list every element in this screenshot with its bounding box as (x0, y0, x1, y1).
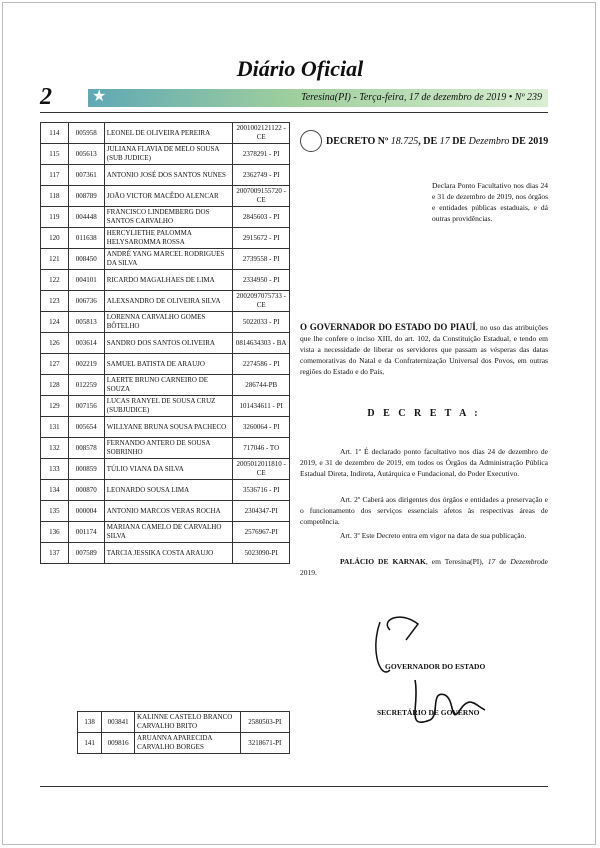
top-divider (40, 112, 548, 113)
governor-label: GOVERNADOR DO ESTADO (385, 662, 486, 671)
table-row (41, 501, 290, 522)
edition-line: Teresina(PI) - Terça-feira, 17 de dezembro de 2019 • Nº 239 (301, 92, 542, 103)
row-name: FERNANDO ANTERO DE SOUSA SOBRINHO (104, 438, 233, 459)
row-registration: 008789 (68, 186, 104, 207)
row-order: 121 (41, 249, 69, 270)
decree-month: Dezembro (468, 135, 510, 147)
row-name: ANDRÉ YANG MARCEL RODRIGUES DA SILVA (104, 249, 233, 270)
table-row (41, 417, 290, 438)
row-document: 5023090-PI (233, 543, 290, 564)
row-name: LUCAS RANYEL DE SOUSA CRUZ (SUBJUDICE) (104, 396, 233, 417)
article-1 (300, 446, 548, 479)
handwritten-signatures (360, 610, 530, 740)
decree-summary: Declara Ponto Facultativo nos dias 24 e 31 de dezembro de 2019, nos órgãos e entidades públicas estaduais, e dá outras providências. (432, 181, 548, 223)
sign-month: Dezembro (510, 557, 541, 566)
decree-day: 17 (439, 135, 450, 147)
row-name: HERCYLIETHE PALOMMA HELYSAROMMA ROSSA (104, 228, 233, 249)
table-row (78, 733, 290, 754)
article-3 (300, 530, 548, 541)
table-row (41, 291, 290, 312)
table-row (41, 312, 290, 333)
decree-prefix: DECRETO Nº (326, 135, 389, 147)
article-2-text: Art. 2º Caberá aos dirigentes dos órgãos e entidades a preservação e o funcionamento dos serviços essenciais afetos às respectivas áreas de competência. (300, 495, 548, 526)
row-order: 134 (41, 480, 69, 501)
row-registration: 008450 (68, 249, 104, 270)
row-name: RICARDO MAGALHAES DE LIMA (104, 270, 233, 291)
decree-heading (300, 130, 560, 152)
row-registration: 005613 (68, 144, 104, 165)
table-row (41, 522, 290, 543)
masthead-title: Diário Oficial (236, 56, 364, 81)
table-row (78, 712, 290, 733)
row-document: 0814634303 - BA (233, 333, 290, 354)
row-order: 124 (41, 312, 69, 333)
row-name: MARIANA CAMELO DE CARVALHO SILVA (104, 522, 233, 543)
row-document: 5022033 - PI (233, 312, 290, 333)
row-registration: 003614 (68, 333, 104, 354)
table-row (41, 438, 290, 459)
decree-de: DE (452, 135, 467, 147)
table-row (41, 249, 290, 270)
table-row (41, 543, 290, 564)
row-name: FRANCISCO LINDEMBERG DOS SANTOS CARVALHO (104, 207, 233, 228)
table-row (41, 354, 290, 375)
row-registration: 007589 (68, 543, 104, 564)
table-row (41, 459, 290, 480)
row-order: 115 (41, 144, 69, 165)
row-registration: 001174 (68, 522, 104, 543)
row-name: SANDRO DOS SANTOS OLIVEIRA (104, 333, 233, 354)
row-order: 123 (41, 291, 69, 312)
sign-year: de 2019. (300, 557, 548, 577)
decree-year: DE 2019 (511, 135, 549, 147)
row-order: 132 (41, 438, 69, 459)
row-document: 2378291 - PI (233, 144, 290, 165)
decree-number: 18.725 (390, 135, 419, 147)
table-row (41, 333, 290, 354)
row-registration: 007156 (68, 396, 104, 417)
row-order: 128 (41, 375, 69, 396)
row-document: 2334950 - PI (233, 270, 290, 291)
row-registration: 000859 (68, 459, 104, 480)
page-number: 2 (40, 84, 52, 110)
palace-name: PALÁCIO DE KARNAK (340, 557, 426, 566)
place-date-line (300, 556, 548, 578)
row-name: LAERTE BRUNO CARNEIRO DE SOUZA (104, 375, 233, 396)
sign-day: 17 (487, 557, 496, 566)
row-name: JOÃO VICTOR MACÊDO ALENCAR (104, 186, 233, 207)
signature-place-date (300, 556, 548, 578)
row-registration: 003841 (102, 712, 135, 733)
row-name: TÚLIO VIANA DA SILVA (104, 459, 233, 480)
candidates-table (40, 122, 290, 564)
article-1-text: Art. 1º É declarado ponto facultativo nos dias 24 de dezembro de 2019, e 31 de dezembro de 2019, em todos os Órgãos da Administração Pública Estadual Direta, Indireta, Autárquica e Fundacional, do Poder Executivo. (300, 447, 548, 478)
row-order: 117 (41, 165, 69, 186)
row-document: 3218671-PI (240, 733, 289, 754)
row-registration: 000870 (68, 480, 104, 501)
place-date-text: , em Teresina(PI), (425, 557, 488, 566)
row-order: 118 (41, 186, 69, 207)
row-name: JULIANA FLAVIA DE MELO SOUSA (SUB JUDICE) (104, 144, 233, 165)
preamble-text: , no uso das atribuições que lhe confere o inciso XIII, do art. 102, da Constituição Estadual, e tendo em vista a necessidade de liberar os servidores que passam as vésperas das datas comemorativas do Natal e da Confraternização Universal dos Povos, em outras regiões do Estado e do País, (300, 323, 548, 376)
bottom-divider (40, 786, 548, 787)
table-row (41, 375, 290, 396)
row-document: 3260064 - PI (233, 417, 290, 438)
row-name: LEONARDO SOUSA LIMA (104, 480, 233, 501)
row-document: 2304347-PI (233, 501, 290, 522)
star-icon: ★ (92, 88, 107, 105)
row-name: LEONEL DE OLIVEIRA PEREIRA (104, 123, 233, 144)
decreta-heading: D E C R E T A : (367, 408, 481, 419)
row-name: WILLYANE BRUNA SOUSA PACHECO (104, 417, 233, 438)
table-row (41, 480, 290, 501)
row-document: 2005012011810 - CE (233, 459, 290, 480)
governor-intro: O GOVERNADOR DO ESTADO DO PIAUÍ (300, 322, 476, 332)
row-registration: 012259 (68, 375, 104, 396)
row-document: 2739558 - PI (233, 249, 290, 270)
row-document: 101434611 - PI (233, 396, 290, 417)
row-order: 138 (78, 712, 102, 733)
row-registration: 005958 (68, 123, 104, 144)
row-registration: 000004 (68, 501, 104, 522)
row-name: ALEXSANDRO DE OLIVEIRA SILVA (104, 291, 233, 312)
row-order: 131 (41, 417, 69, 438)
row-document: 3536716 - PI (233, 480, 290, 501)
row-order: 136 (41, 522, 69, 543)
row-name: ANTONIO JOSÉ DOS SANTOS NUNES (104, 165, 233, 186)
row-name: TARCIA JESSIKA COSTA ARAUJO (104, 543, 233, 564)
row-document: 2845603 - PI (233, 207, 290, 228)
table-row (41, 270, 290, 291)
row-order: 119 (41, 207, 69, 228)
row-registration: 006736 (68, 291, 104, 312)
table-row (41, 186, 290, 207)
row-order: 129 (41, 396, 69, 417)
article-2 (300, 494, 548, 527)
row-document: 2580503-PI (240, 712, 289, 733)
row-document: 2576967-PI (233, 522, 290, 543)
table-row (41, 207, 290, 228)
table-row (41, 123, 290, 144)
row-order: 120 (41, 228, 69, 249)
state-seal-icon (300, 130, 322, 152)
row-registration: 004101 (68, 270, 104, 291)
row-registration: 002219 (68, 354, 104, 375)
row-document: 2007009155720 - CE (233, 186, 290, 207)
row-document: 286744-PB (233, 375, 290, 396)
row-order: 141 (78, 733, 102, 754)
row-name: LORENNA CARVALHO GOMES BÔTELHO (104, 312, 233, 333)
candidates-table-continued (77, 711, 290, 754)
row-order: 135 (41, 501, 69, 522)
row-registration: 004448 (68, 207, 104, 228)
row-order: 137 (41, 543, 69, 564)
row-order: 133 (41, 459, 69, 480)
decree-date-sep: , DE (418, 135, 438, 147)
row-document: 2915672 - PI (233, 228, 290, 249)
row-document: 717046 - TO (233, 438, 290, 459)
row-order: 126 (41, 333, 69, 354)
signatures (360, 610, 530, 740)
row-registration: 011638 (68, 228, 104, 249)
row-name: ANTONIO MARCOS VERAS ROCHA (104, 501, 233, 522)
table-row (41, 165, 290, 186)
row-document: 2362749 - PI (233, 165, 290, 186)
row-name: SAMUEL BATISTA DE ARAUJO (104, 354, 233, 375)
row-registration: 008578 (68, 438, 104, 459)
table-row (41, 396, 290, 417)
row-document: 2001002121122 - CE (233, 123, 290, 144)
row-order: 114 (41, 123, 69, 144)
sign-de: de (495, 557, 511, 566)
table-row (41, 228, 290, 249)
row-registration: 007361 (68, 165, 104, 186)
secretary-label: SECRETÁRIO DE GOVERNO (377, 708, 480, 717)
decree-preamble (300, 322, 548, 377)
row-name: KALINNE CASTELO BRANCO CARVALHO BRITO (135, 712, 241, 733)
row-name: ARUANNA APARECIDA CARVALHO BORGES (135, 733, 241, 754)
row-registration: 005654 (68, 417, 104, 438)
article-3-text: Art. 3º Este Decreto entra em vigor na data de sua publicação. (340, 531, 527, 540)
row-document: 2002097075733 - CE (233, 291, 290, 312)
table-row (41, 144, 290, 165)
row-order: 122 (41, 270, 69, 291)
row-registration: 009816 (102, 733, 135, 754)
row-order: 127 (41, 354, 69, 375)
row-document: 2274586 - PI (233, 354, 290, 375)
row-registration: 005813 (68, 312, 104, 333)
